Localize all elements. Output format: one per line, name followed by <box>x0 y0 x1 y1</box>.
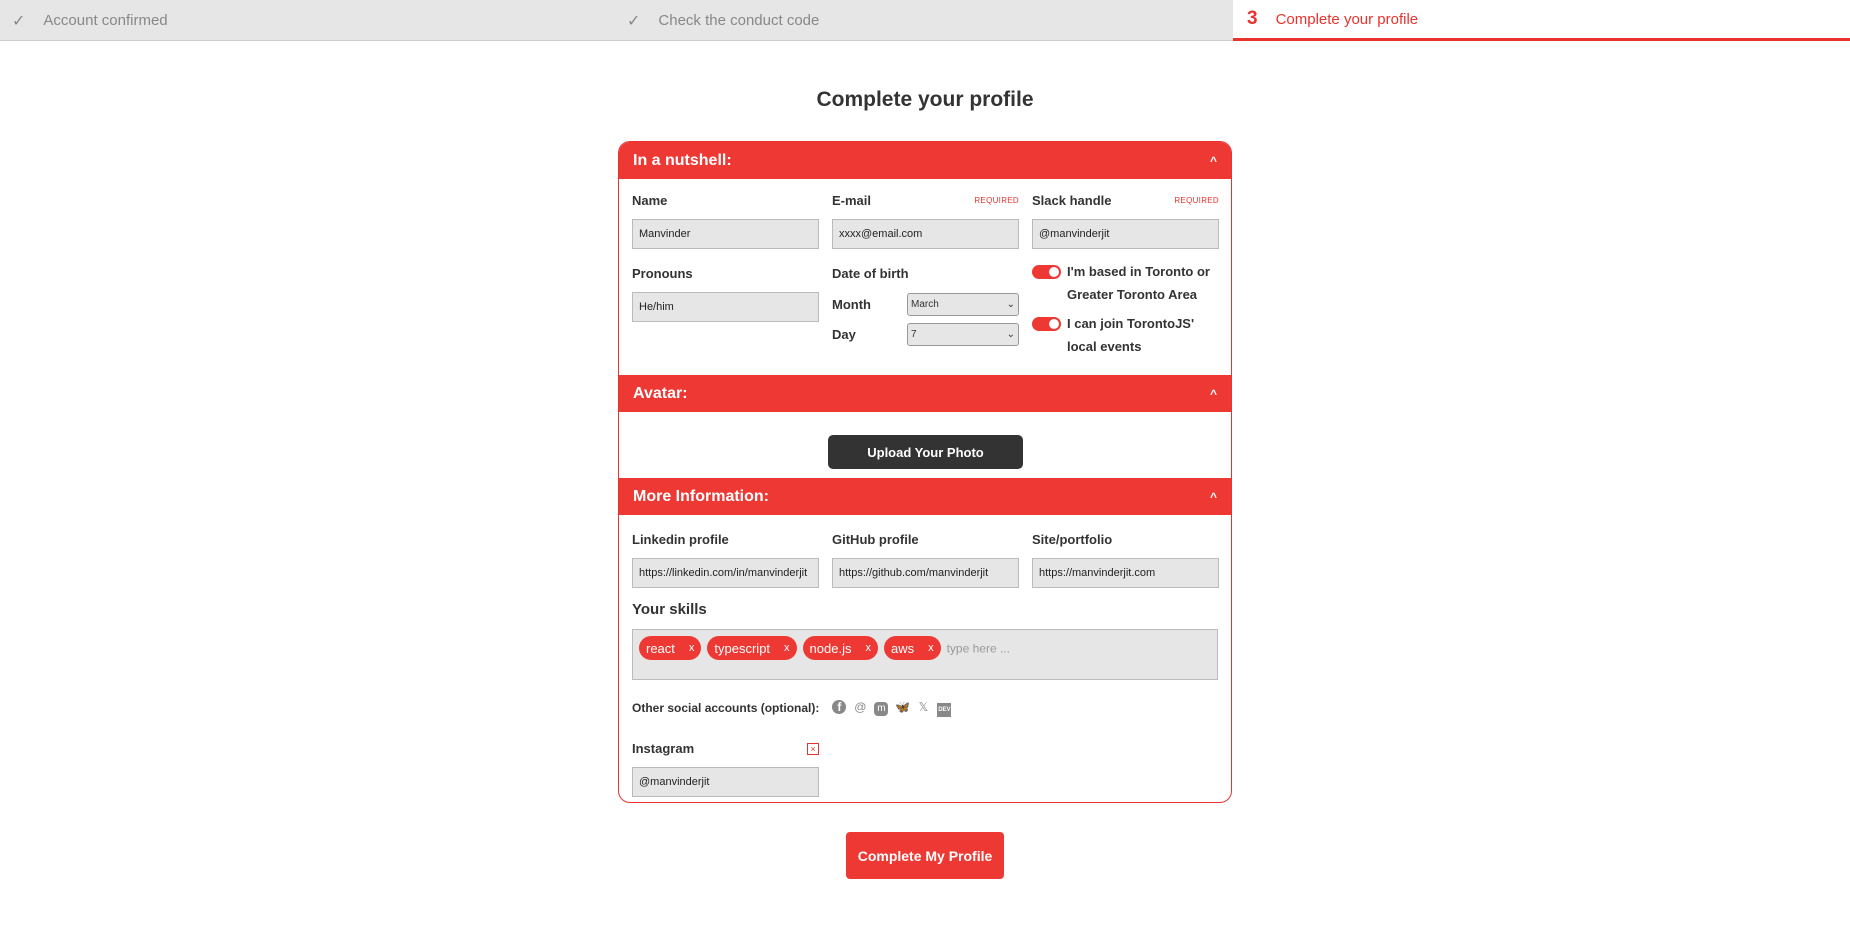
chevron-down-icon: ⌄ <box>1006 329 1015 340</box>
email-group <box>832 193 1019 375</box>
step-account-confirmed <box>12 0 168 41</box>
upload-photo-button[interactable]: Upload Your Photo <box>828 435 1023 469</box>
x-icon[interactable]: 𝕏 <box>918 700 929 714</box>
slack-label: Slack handle <box>1032 193 1112 208</box>
skill-tag <box>803 636 878 660</box>
remove-tag-icon[interactable]: x <box>688 642 695 654</box>
check-icon: ✓ <box>627 12 641 30</box>
skills-placeholder[interactable]: type here ... <box>946 641 1010 656</box>
chevron-up-icon[interactable]: ^ <box>1209 386 1217 401</box>
step-label: Complete your profile <box>1275 10 1419 28</box>
remove-instagram-icon[interactable]: × <box>807 743 819 755</box>
step-label: Account confirmed <box>43 12 168 29</box>
step-label: Check the conduct code <box>658 12 820 29</box>
toronto-label: I'm based in Toronto or Greater Toronto Area <box>1067 264 1210 302</box>
instagram-input[interactable]: @manvinderjit <box>632 767 819 797</box>
social-label: Other social accounts (optional): <box>632 700 820 715</box>
pronouns-input[interactable]: He/him <box>632 292 819 322</box>
step-number: 3 <box>1247 8 1258 29</box>
check-icon: ✓ <box>12 12 26 30</box>
remove-tag-icon[interactable]: x <box>865 642 871 654</box>
pronouns-label: Pronouns <box>632 266 693 281</box>
name-input[interactable]: Manvinder <box>632 219 819 249</box>
tag-label: node.js <box>809 640 852 656</box>
section-title: In a nutshell: <box>633 151 732 169</box>
page-title: Complete your profile <box>816 88 1034 111</box>
day-select[interactable] <box>907 323 1019 346</box>
mastodon-icon[interactable]: m <box>874 702 888 716</box>
skill-tag <box>707 636 796 660</box>
profile-form <box>618 141 1232 803</box>
site-input[interactable]: https://manvinderjit.com <box>1032 558 1219 588</box>
complete-profile-button[interactable]: Complete My Profile <box>846 832 1004 879</box>
remove-tag-icon[interactable]: x <box>784 642 790 654</box>
slack-input[interactable]: @manvinderjit <box>1032 219 1219 249</box>
dev-icon[interactable] <box>937 703 951 717</box>
tag-label: aws <box>890 640 915 656</box>
remove-tag-icon[interactable]: x <box>928 642 934 654</box>
linkedin-label: Linkedin profile <box>632 532 729 547</box>
events-label: I can join TorontoJS' local events <box>1067 316 1195 354</box>
section-header-nutshell[interactable] <box>619 142 1231 179</box>
section-title: More Information: <box>633 487 769 505</box>
facebook-icon[interactable]: f <box>832 700 846 714</box>
month-value: March <box>911 299 939 310</box>
chevron-up-icon[interactable]: ^ <box>1209 153 1217 168</box>
skills-input[interactable] <box>632 629 1218 680</box>
tag-label: react <box>646 640 675 656</box>
tag-label: typescript <box>714 640 771 656</box>
skills-label: Your skills <box>632 601 707 618</box>
instagram-label: Instagram <box>632 741 695 756</box>
linkedin-input[interactable]: https://linkedin.com/in/manvinderjit <box>632 558 819 588</box>
step-conduct-code <box>627 0 819 41</box>
skill-tag <box>884 636 941 660</box>
chevron-up-icon[interactable]: ^ <box>1209 489 1217 504</box>
email-input[interactable]: xxxx@email.com <box>832 219 1019 249</box>
github-input[interactable]: https://github.com/manvinderjit <box>832 558 1019 588</box>
events-toggle[interactable] <box>1032 317 1061 331</box>
required-badge: REQUIRED <box>1174 196 1219 205</box>
required-badge: REQUIRED <box>974 196 1019 205</box>
name-group <box>632 193 819 375</box>
bluesky-icon[interactable]: 🦋 <box>895 700 911 714</box>
section-header-more-info[interactable] <box>619 478 1231 515</box>
section-title: Avatar: <box>633 384 688 402</box>
day-label: Day <box>832 327 856 342</box>
month-select[interactable] <box>907 293 1019 316</box>
name-label: Name <box>632 193 668 208</box>
threads-icon[interactable]: @ <box>854 700 867 714</box>
dev-icon-text: DEV <box>938 707 951 713</box>
day-value: 7 <box>911 329 917 340</box>
slack-group <box>1032 193 1219 375</box>
skill-tag <box>639 636 701 660</box>
progress-steps <box>0 0 1850 41</box>
step-complete-profile <box>1233 0 1850 41</box>
dob-label: Date of birth <box>832 266 909 281</box>
section-header-avatar[interactable] <box>619 375 1231 412</box>
toronto-toggle[interactable] <box>1032 265 1061 279</box>
email-label: E-mail <box>832 193 872 208</box>
month-label: Month <box>832 297 871 312</box>
github-label: GitHub profile <box>832 532 919 547</box>
chevron-down-icon: ⌄ <box>1006 299 1015 310</box>
site-label: Site/portfolio <box>1032 532 1113 547</box>
